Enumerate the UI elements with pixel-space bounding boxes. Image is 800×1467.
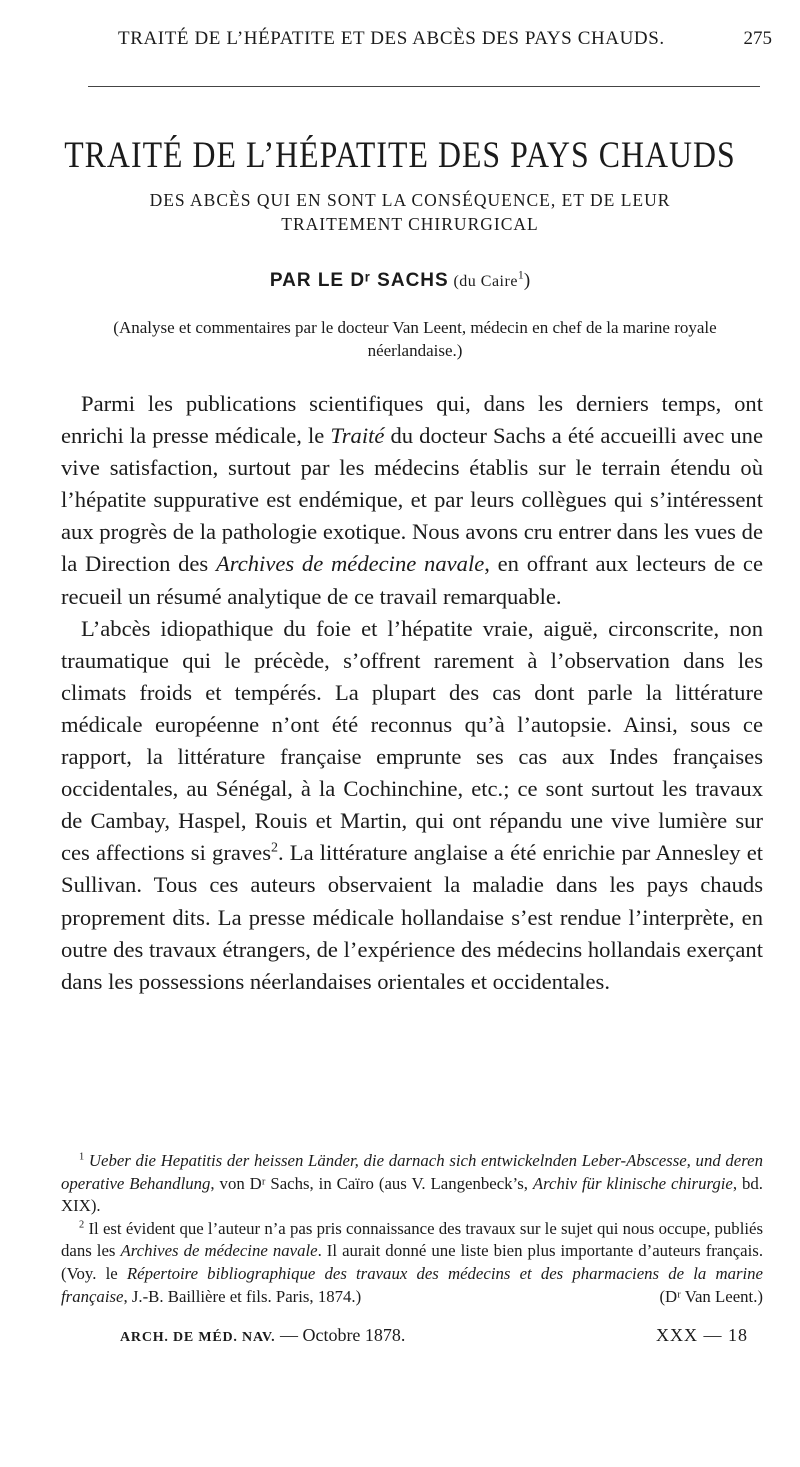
author-location: (du Caire (453, 273, 518, 290)
footnote-ref-2: 2 (271, 840, 278, 856)
header-rule (88, 86, 760, 87)
running-head-title: TRAITÉ DE L’HÉPATITE ET DES ABCÈS DES PAYS CHAUDS. (118, 28, 665, 49)
footnote-2-archives: Archives de médecine navale (120, 1241, 318, 1261)
footnote-2 (61, 1218, 763, 1308)
author-close: ) (523, 270, 531, 291)
analysis-note: (Analyse et commentaires par le docteur Van Leent, médecin en chef de la marine royale néerlandaise.) (113, 318, 717, 360)
p2-text-b: . La littérature anglaise a été enrichie par Annesley et Sullivan. Tous ces auteurs observaient la maladie dans les pays chauds proprement dits. La presse médicale hollandaise s’est rendue l’interprète, en outre des travaux étrangers, de l’expérience des médecins hollandais exerçant dans les possessions néerlandaises orientales et occidentales. (61, 840, 764, 994)
p1-text-c: , en offrant aux lecteurs de ce recueil un résumé analytique de ce travail remarquable. (61, 551, 763, 609)
p1-italic-traite: Traité (330, 423, 385, 449)
paragraph-1 (61, 388, 763, 613)
footnote-2-repertoire: Répertoire bibliographique des travaux des médecins et des pharmaciens de la marine française (61, 1263, 763, 1306)
footnote-2-text-b: . Il aurait donné une liste bien plus importante d’auteurs français. (Voy. le (61, 1241, 764, 1283)
author-name: PAR LE Dʳ SACHS (269, 270, 449, 291)
footer-imprint (120, 1325, 405, 1346)
p1-text-b: du docteur Sachs a été accueilli avec une vive satisfaction, surtout par les médecins établis sur le terrain étendu où l’hépatite suppurative est endémique, et par leurs collègues qui s’intéressent aux progrès de la pathologie exotique. Nous avons cru entrer dans les vues de la Direction des (61, 423, 764, 577)
running-head (60, 28, 772, 54)
body-text (61, 388, 763, 998)
p2-text-a: L’abcès idiopathique du foie et l’hépatite vraie, aiguë, circonscrite, non traumatique qui le précède, s’offrent rarement à l’observation dans les climats froids et tempérés. La plupart des cas dont parle la littérature médicale européenne n’ont été reconnus qu’à l’autopsie. Ainsi, sous ce rapport, la littérature française emprunte ses cas aux Indes françaises occidentales, au Sénégal, à la Cochinchine, etc.; ce sont surtout les travaux de Cambay, Haspel, Rouis et Martin, qui ont répandu une vive lumière sur ces affections si graves (61, 615, 763, 866)
article-title: TRAITÉ DE L’HÉPATITE DES PAYS CHAUDS (64, 135, 736, 176)
footnote-2-text-a: Il est évident que l’auteur n’a pas pris connaissance des travaux sur le sujet qui nous occupe, publiés dans les (61, 1218, 763, 1261)
footer-signature-mark: XXX — 18 (656, 1325, 748, 1345)
footnote-2-text-c: , J.-B. Baillière et fils. Paris, 1874.) (123, 1286, 362, 1306)
paragraph-2 (61, 613, 763, 998)
footnote-1-text-b: , bd. XIX). (61, 1173, 764, 1216)
footnote-2-signature: (Dʳ Van Leent.) (659, 1286, 763, 1306)
p1-italic-archives: Archives de médecine navale (215, 551, 485, 577)
p1-text-a: Parmi les publications scientifiques qui, dans les derniers temps, ont enrichi la presse médicale, le (61, 391, 763, 449)
author-note-mark: 1 (517, 268, 524, 282)
footnote-1-mark: 1 (79, 1151, 85, 1163)
footnote-1-text-a: , von Dʳ Sachs, in Caïro (aus V. Langenbeck’s, (210, 1173, 533, 1193)
author-line (0, 270, 800, 292)
footnotes (61, 1150, 763, 1308)
article-subtitle: DES ABCÈS QUI EN SONT LA CONSÉQUENCE, ET DE LEUR TRAITEMENT CHIRURGICAL (149, 190, 671, 234)
page-number: 275 (743, 28, 772, 49)
footnote-1-title: Ueber die Hepatitis der heissen Länder, die darnach sich entwickelnden Leber-Abscesse, und deren operative Behandlung (61, 1151, 763, 1193)
footer-date: Octobre 1878. (302, 1325, 406, 1345)
footnote-1 (61, 1150, 763, 1218)
footer-dash: — (275, 1325, 303, 1345)
footnote-1-journal: Archiv für klinische chirurgie (532, 1173, 733, 1193)
footnote-2-mark: 2 (79, 1219, 85, 1231)
footer-journal: ARCH. DE MÉD. NAV. (120, 1330, 276, 1345)
